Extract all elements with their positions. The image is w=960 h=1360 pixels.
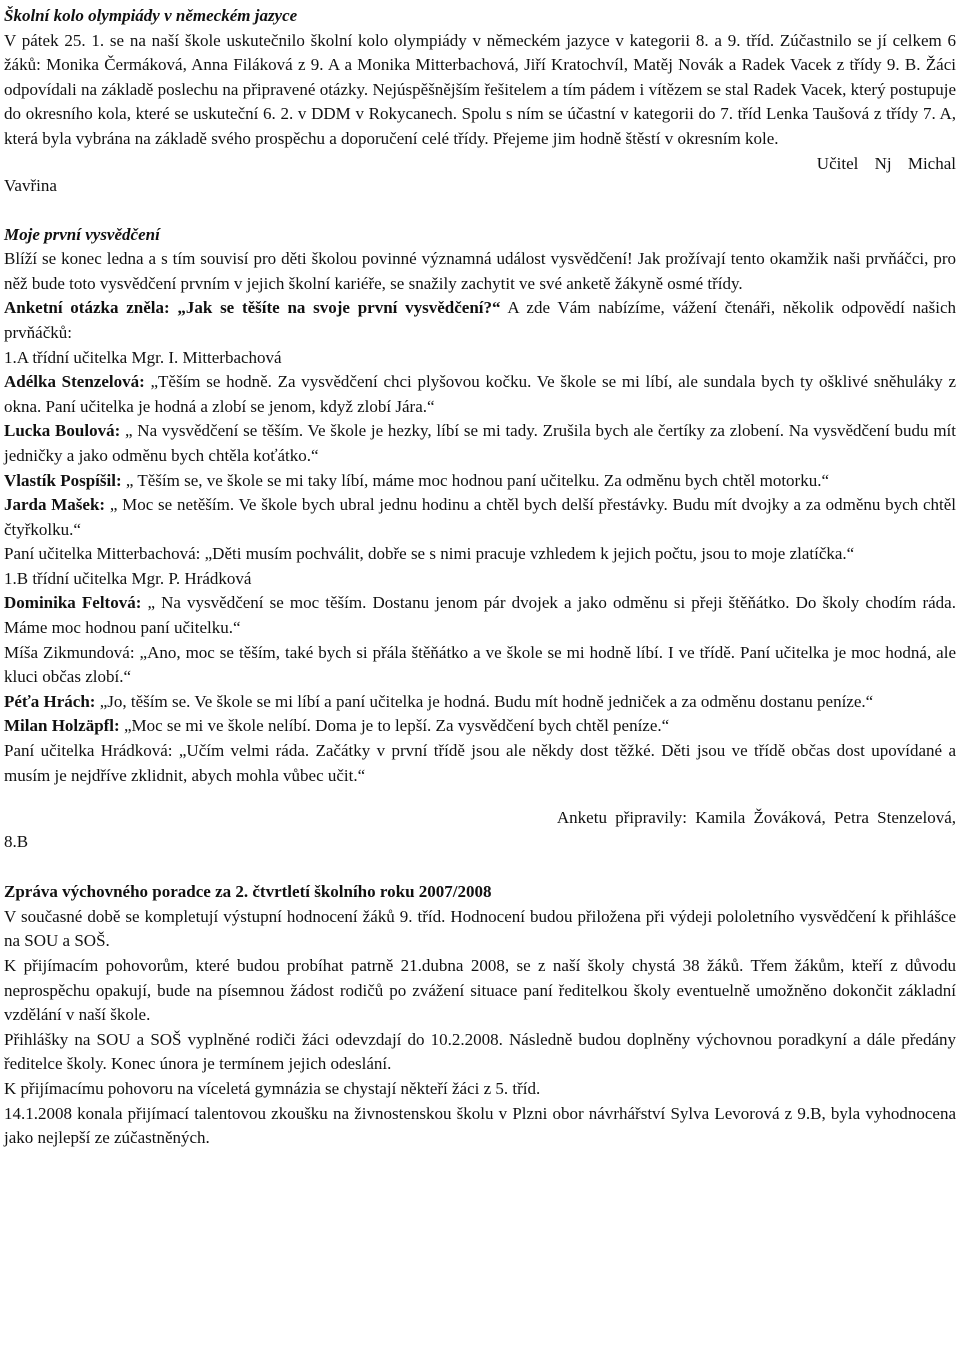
counselor-paragraph: 14.1.2008 konala přijímací talentovou zkoušku na živnostenskou školu v Plzni obor návrhářství Sylva Levorová z 9.B, byla vyhodnocena jako nejlepší ze zúčastněných. — [4, 1103, 956, 1148]
signature-teacher: Učitel Nj Michal — [816, 153, 956, 173]
counselor-paragraph: K přijímacím pohovorům, které budou probíhat patrně 21.dubna 2008, se z naší školy chystá 38 žáků. Třem žákům, kteří z důvodu neprospěchu opakují, bude na písemnou žádost rodičů po zvážení situace paní ředitelkou školy eventuelně umožněno dokončit základní vzdělání v naší škole. — [4, 956, 956, 1025]
answer-item — [4, 690, 956, 715]
olympiad-signature — [4, 152, 956, 204]
counselor-heading: Zpráva výchovného poradce za 2. čtvrtletí školního roku 2007/2008 — [4, 882, 492, 902]
olympiad-heading: Školní kolo olympiády v německém jazyce — [4, 6, 298, 25]
answer-text: „ Moc se netěším. Ve škole bych ubral jednu hodinu a chtěl bych delší přestávky. Budu mít dvojky a za odměnu bych chtěl čtyřkolku.“ — [4, 495, 956, 539]
certificate-intro: Blíží se konec ledna a s tím souvisí pro děti školou povinné významná událost vysvědčení! Jak prožívají tento okamžik naši prvňáčci, pro něž bude toto vysvědčení prvním v jejich školní kariéře, se snažily zachytit ve své anketě žákyně osmé třídy. — [4, 249, 956, 293]
answer-text: „ Těším se, ve škole se mi taky líbí, máme moc hodnou paní učitelku. Za odměnu bych chtěl motorku.“ — [121, 470, 829, 490]
teacher-comment: Paní učitelka Hrádková: „Učím velmi ráda. Začátky v první třídě jsou ale někdy dost těžké. Děti jsou ve třídě občas dost upovídané a musím je nejdříve zklidnit, abych mohla vůbec učit.“ — [4, 741, 956, 785]
counselor-paragraph: V současné době se kompletují výstupní hodnocení žáků 9. tříd. Hodnocení budou přiložena při výdeji pololetního vysvědčení k přihlášce na SOU a SOŠ. — [4, 906, 956, 951]
signature-authors: Anketu připravily: Kamila Žováková, Petra Stenzelová, — [556, 808, 956, 828]
answer-text: „ Na vysvědčení se moc těším. Dostanu jenom pár dvojek a jako odměnu si přeji štěňátko. Do školy chodím ráda. Máme moc hodnou paní učitelku.“ — [4, 593, 956, 638]
answer-item — [4, 419, 956, 468]
class-1b-header: 1.B třídní učitelka Mgr. P. Hrádková — [4, 568, 252, 588]
counselor-paragraph: K přijímacímu pohovoru na víceletá gymnázia se chystají někteří žáci z 5. tříd. — [4, 1078, 541, 1098]
answer-text: „Těším se hodně. Za vysvědčení chci plyšovou kočku. Ve škole se mi líbí, ale sundala bych ty ošklivé sněhuláky z okna. Paní učitelka je hodná a zlobí se jenom, když zlobí Jára.“ — [4, 372, 957, 416]
answer-item — [4, 370, 956, 419]
survey-question-rest: A zde Vám nabízíme, vážení čtenáři, několik odpovědí našich prvňáčků: — [4, 298, 956, 342]
answer-text: „Moc se mi ve škole nelíbí. Doma je to lepší. Za vysvědčení bych chtěl peníze.“ — [119, 716, 670, 736]
answer-name: Jarda Mašek: — [4, 495, 106, 515]
class-1a-header: 1.A třídní učitelka Mgr. I. Mitterbachová — [4, 347, 282, 367]
answer-item — [4, 493, 956, 542]
teacher-comment: Paní učitelka Mitterbachová: „Děti musím pochválit, dobře se s nimi pracuje vzhledem k jejich počtu, jsou to moje zlatíčka.“ — [4, 544, 855, 564]
answer-item — [4, 591, 956, 640]
olympiad-paragraph: V pátek 25. 1. se na naší škole uskutečnilo školní kolo olympiády v německém jazyce v kategorii 8. a 9. tříd. Zúčastnilo se jí celkem 6 žáků: Monika Čermáková, Anna Filáková z 9. A a Monika Mitterbachová, Jiří Kratochvíl, Matěj Novák a Radek Vacek z třídy 9. B. Žáci odpovídali na základě poslechu na připravené otázky. Nejúspěšnějším řešitelem a tím pádem i vítězem se stal Radek Vacek, který postupuje do okresního kola, které se uskuteční 6. 2. v DDM v Rokycanech. Spolu s ním se účastní v kategorii do 7. tříd Lenka Taušová z třídy 7. A, která byla vybrána na základě svého prospěchu a doporučení celé třídy. Přejeme jim hodně štěstí v okresním kole. — [4, 30, 956, 148]
signature-class: 8.B — [4, 832, 29, 852]
answer-text: „Jo, těším se. Ve škole se mi líbí a paní učitelka je hodná. Budu mít hodně jedniček a za odměnu dostanu peníze.“ — [95, 691, 874, 711]
signature-surname: Vavřina — [4, 175, 57, 195]
counselor-paragraph: Přihlášky na SOU a SOŠ vyplněné rodiči žáci odevzdají do 10.2.2008. Následně budou doplněny výchovnou poradkyní a dále předány ředitelce školy. Konec února je termínem jejich odeslání. — [4, 1029, 956, 1074]
answer-name: Milan Holzäpfl: — [4, 716, 120, 736]
answer-name: Lucka Boulová: — [4, 421, 121, 441]
survey-question — [4, 296, 956, 345]
survey-question-label: Anketní otázka zněla: „Jak se těšíte na svoje první vysvědčení?“ — [4, 298, 501, 318]
answer-item — [4, 469, 956, 494]
answer-item: Míša Zikmundová: „Ano, moc se těším, také bych si přála štěňátko a ve škole se mi hodně líbí. I ve třídě. Paní učitelka je moc hodná, ale kluci občas zlobí.“ — [4, 642, 956, 687]
answer-text: „ Na vysvědčení se těším. Ve škole je hezky, líbí se mi tady. Zrušila bych ale čertíky za zlobení. Na vysvědčení budu mít jedničky a jako odměnu bych chtěla koťátko.“ — [4, 421, 956, 465]
answer-name: Adélka Stenzelová: — [4, 372, 145, 392]
answer-name: Vlastík Pospíšil: — [4, 470, 122, 490]
answer-name: Péťa Hrách: — [4, 691, 96, 711]
survey-signature — [4, 806, 956, 880]
answer-name: Dominika Feltová: — [4, 593, 142, 613]
certificate-heading: Moje první vysvědčení — [4, 224, 160, 244]
answer-item — [4, 714, 956, 739]
